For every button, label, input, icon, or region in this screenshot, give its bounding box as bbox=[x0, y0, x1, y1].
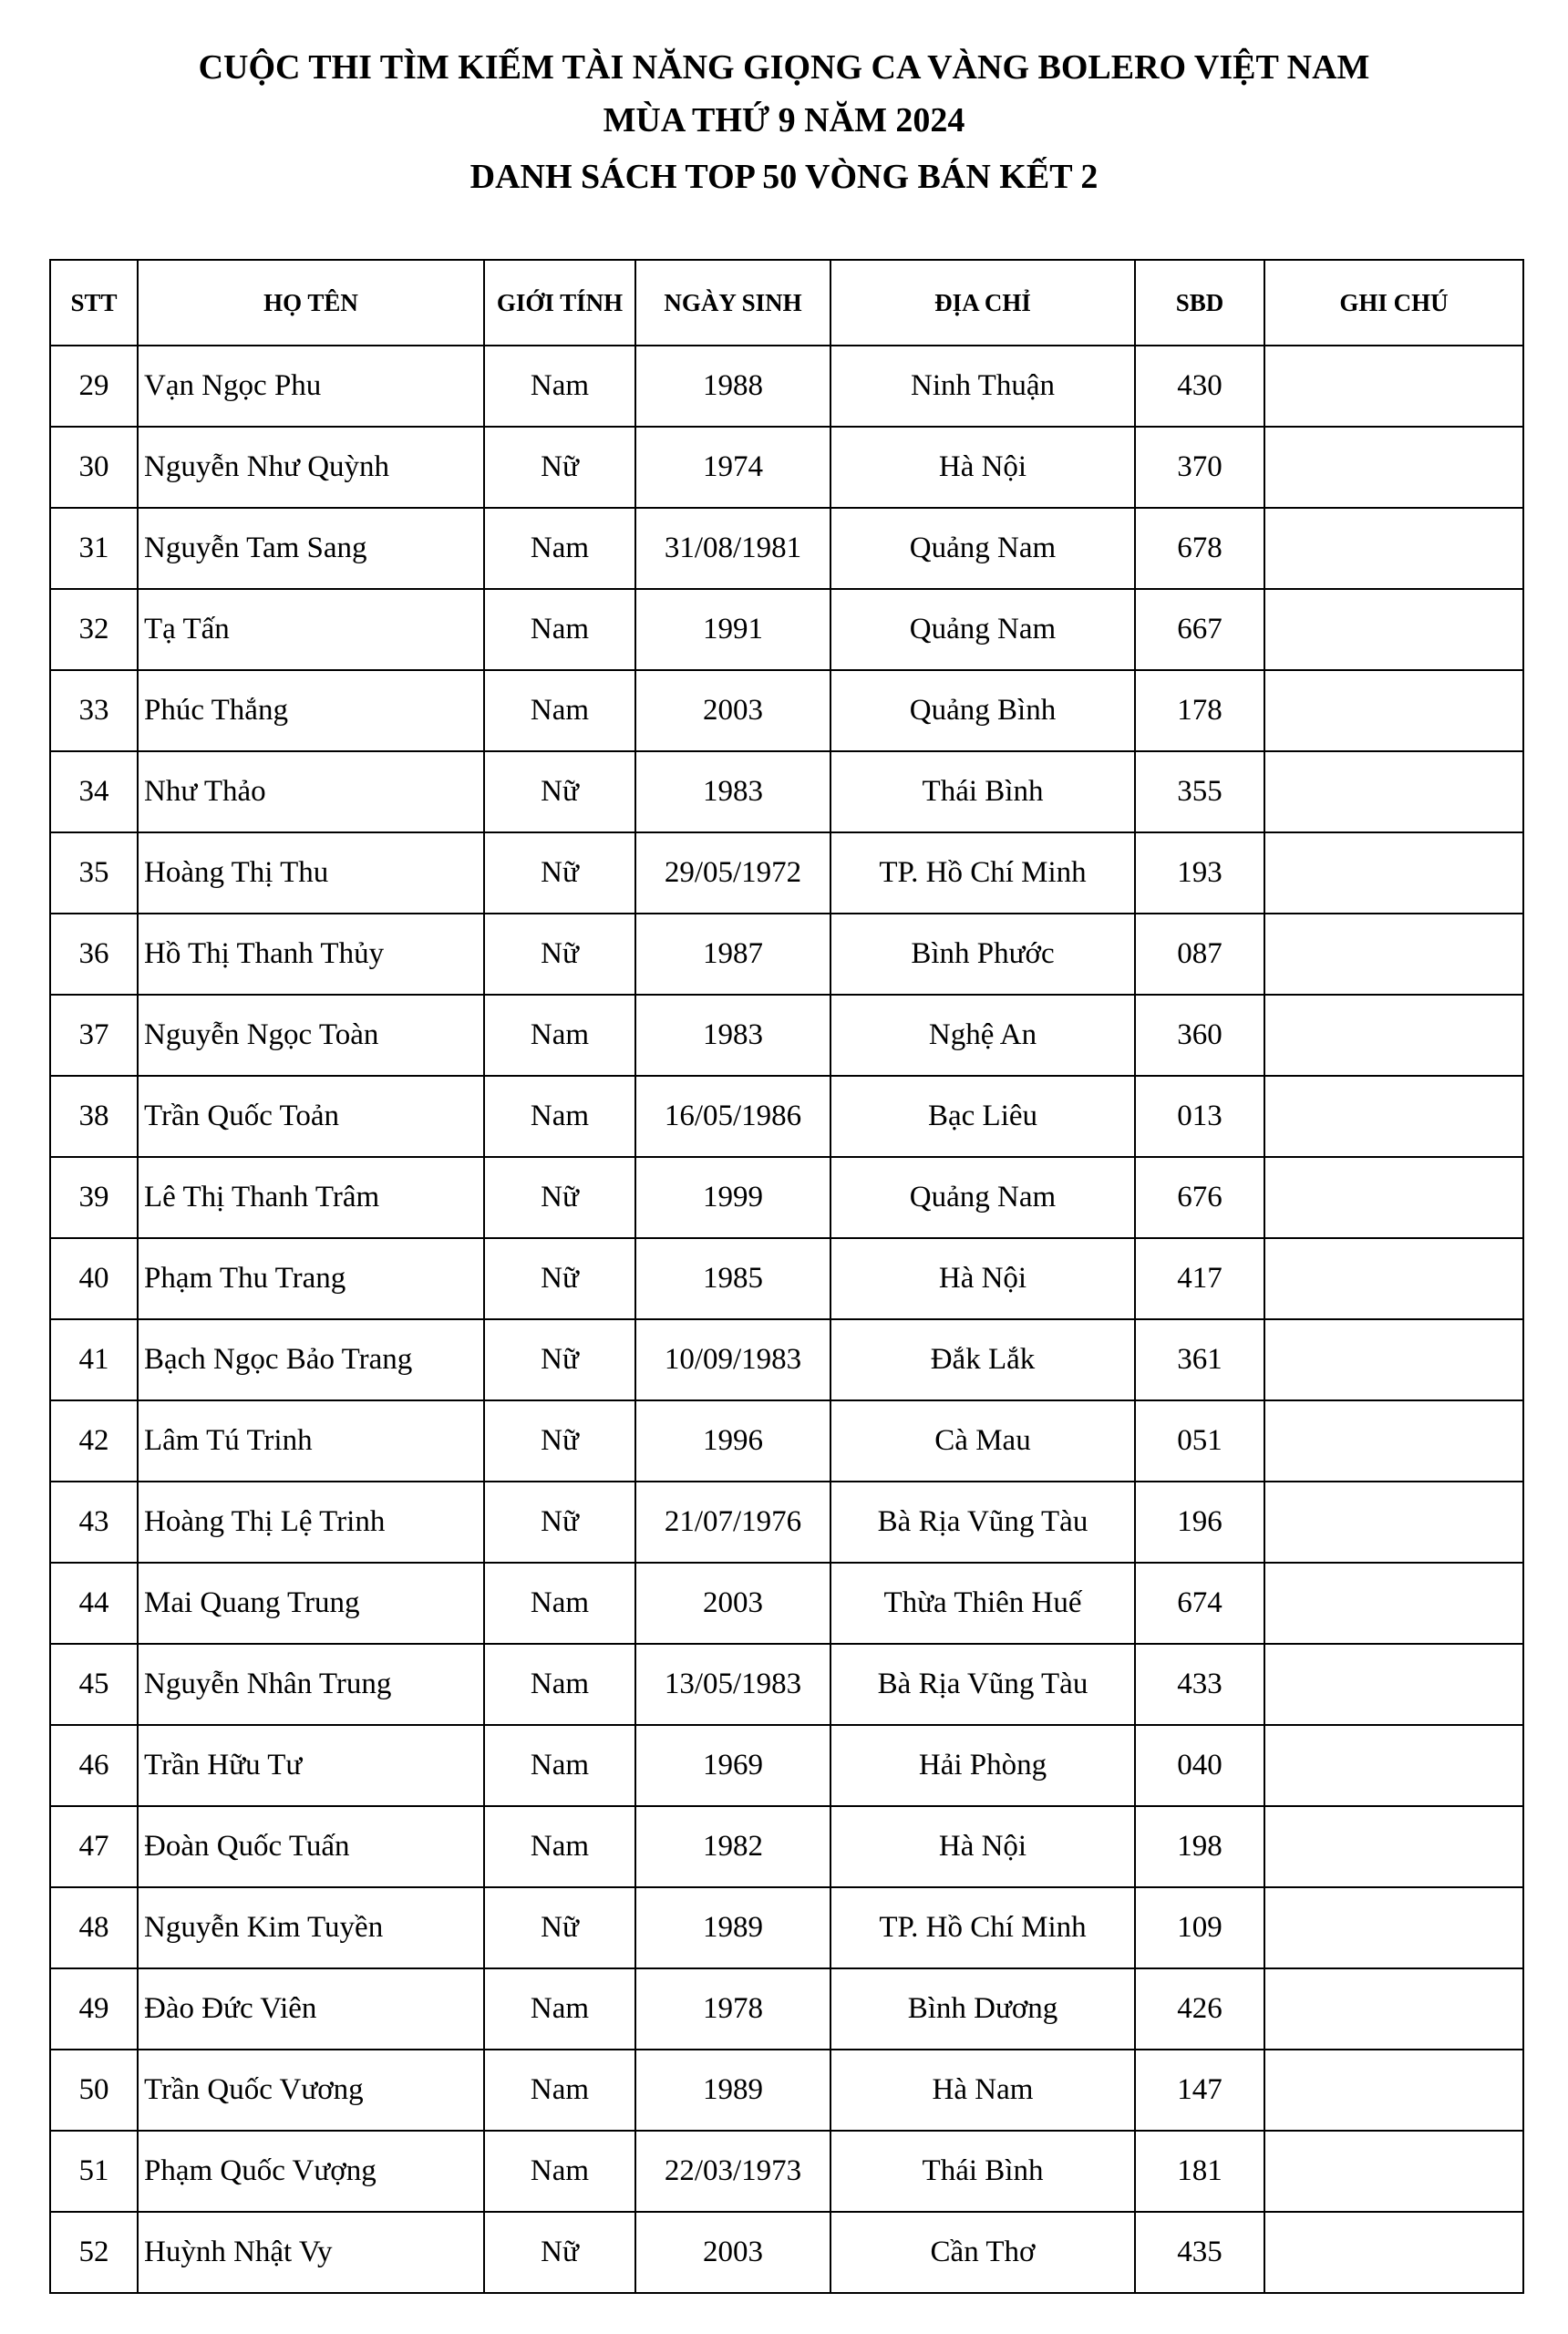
cell-stt: 45 bbox=[50, 1644, 138, 1725]
table-row bbox=[50, 1482, 1523, 1563]
table-row bbox=[50, 346, 1523, 427]
cell-stt: 30 bbox=[50, 427, 138, 508]
cell-address: Nghệ An bbox=[830, 995, 1135, 1076]
cell-sbd: 678 bbox=[1135, 508, 1264, 589]
cell-note bbox=[1264, 1887, 1523, 1968]
cell-note bbox=[1264, 346, 1523, 427]
cell-dob: 10/09/1983 bbox=[635, 1319, 830, 1400]
cell-name: Hoàng Thị Thu bbox=[138, 832, 484, 914]
cell-sbd: 676 bbox=[1135, 1157, 1264, 1238]
cell-sbd: 109 bbox=[1135, 1887, 1264, 1968]
cell-sbd: 435 bbox=[1135, 2212, 1264, 2293]
cell-address: Thái Bình bbox=[830, 2131, 1135, 2212]
cell-sbd: 355 bbox=[1135, 751, 1264, 832]
cell-dob: 22/03/1973 bbox=[635, 2131, 830, 2212]
cell-dob: 29/05/1972 bbox=[635, 832, 830, 914]
cell-stt: 33 bbox=[50, 670, 138, 751]
column-header-name: HỌ TÊN bbox=[138, 260, 484, 346]
list-title: DANH SÁCH TOP 50 VÒNG BÁN KẾT 2 bbox=[469, 158, 1099, 196]
cell-address: Hà Nội bbox=[830, 1806, 1135, 1887]
cell-dob: 1969 bbox=[635, 1725, 830, 1806]
cell-dob: 1987 bbox=[635, 914, 830, 995]
cell-sbd: 674 bbox=[1135, 1563, 1264, 1644]
cell-gender: Nam bbox=[484, 2131, 635, 2212]
cell-gender: Nam bbox=[484, 2050, 635, 2131]
cell-stt: 32 bbox=[50, 589, 138, 670]
cell-name: Phạm Thu Trang bbox=[138, 1238, 484, 1319]
table-row bbox=[50, 427, 1523, 508]
cell-dob: 16/05/1986 bbox=[635, 1076, 830, 1157]
column-header-address: ĐỊA CHỈ bbox=[830, 260, 1135, 346]
cell-gender: Nữ bbox=[484, 1400, 635, 1482]
cell-name: Mai Quang Trung bbox=[138, 1563, 484, 1644]
cell-name: Hoàng Thị Lệ Trinh bbox=[138, 1482, 484, 1563]
cell-sbd: 417 bbox=[1135, 1238, 1264, 1319]
table-row bbox=[50, 1238, 1523, 1319]
table-row bbox=[50, 1400, 1523, 1482]
cell-name: Đào Đức Viên bbox=[138, 1968, 484, 2050]
cell-address: TP. Hồ Chí Minh bbox=[830, 832, 1135, 914]
cell-address: Hà Nam bbox=[830, 2050, 1135, 2131]
column-header-gender: GIỚI TÍNH bbox=[484, 260, 635, 346]
table-row bbox=[50, 751, 1523, 832]
cell-stt: 49 bbox=[50, 1968, 138, 2050]
cell-note bbox=[1264, 1806, 1523, 1887]
cell-note bbox=[1264, 2131, 1523, 2212]
cell-dob: 1996 bbox=[635, 1400, 830, 1482]
cell-dob: 1974 bbox=[635, 427, 830, 508]
table-row bbox=[50, 508, 1523, 589]
cell-note bbox=[1264, 2050, 1523, 2131]
cell-name: Vạn Ngọc Phu bbox=[138, 346, 484, 427]
cell-name: Nguyễn Kim Tuyền bbox=[138, 1887, 484, 1968]
cell-address: Cà Mau bbox=[830, 1400, 1135, 1482]
cell-stt: 46 bbox=[50, 1725, 138, 1806]
cell-address: Thái Bình bbox=[830, 751, 1135, 832]
cell-name: Huỳnh Nhật Vy bbox=[138, 2212, 484, 2293]
cell-name: Đoàn Quốc Tuấn bbox=[138, 1806, 484, 1887]
cell-stt: 31 bbox=[50, 508, 138, 589]
cell-dob: 1989 bbox=[635, 1887, 830, 1968]
cell-dob: 1989 bbox=[635, 2050, 830, 2131]
table-body bbox=[50, 346, 1523, 2293]
cell-gender: Nam bbox=[484, 1806, 635, 1887]
cell-note bbox=[1264, 2212, 1523, 2293]
cell-sbd: 147 bbox=[1135, 2050, 1264, 2131]
cell-sbd: 193 bbox=[1135, 832, 1264, 914]
cell-note bbox=[1264, 832, 1523, 914]
table-row bbox=[50, 832, 1523, 914]
column-header-stt: STT bbox=[50, 260, 138, 346]
cell-sbd: 433 bbox=[1135, 1644, 1264, 1725]
cell-stt: 41 bbox=[50, 1319, 138, 1400]
table-row bbox=[50, 589, 1523, 670]
cell-note bbox=[1264, 508, 1523, 589]
cell-gender: Nam bbox=[484, 1076, 635, 1157]
cell-dob: 31/08/1981 bbox=[635, 508, 830, 589]
cell-address: Quảng Nam bbox=[830, 508, 1135, 589]
cell-gender: Nam bbox=[484, 589, 635, 670]
cell-name: Trần Quốc Toản bbox=[138, 1076, 484, 1157]
table-row bbox=[50, 995, 1523, 1076]
table-row bbox=[50, 1887, 1523, 1968]
cell-address: Quảng Nam bbox=[830, 589, 1135, 670]
cell-gender: Nam bbox=[484, 670, 635, 751]
cell-stt: 38 bbox=[50, 1076, 138, 1157]
cell-note bbox=[1264, 751, 1523, 832]
cell-address: Quảng Bình bbox=[830, 670, 1135, 751]
table-row bbox=[50, 914, 1523, 995]
cell-note bbox=[1264, 1400, 1523, 1482]
cell-dob: 21/07/1976 bbox=[635, 1482, 830, 1563]
cell-note bbox=[1264, 1644, 1523, 1725]
cell-gender: Nam bbox=[484, 1563, 635, 1644]
cell-gender: Nam bbox=[484, 1968, 635, 2050]
cell-dob: 1983 bbox=[635, 995, 830, 1076]
cell-gender: Nữ bbox=[484, 751, 635, 832]
cell-name: Nguyễn Ngọc Toàn bbox=[138, 995, 484, 1076]
cell-note bbox=[1264, 1482, 1523, 1563]
cell-name: Như Thảo bbox=[138, 751, 484, 832]
cell-address: Bạc Liêu bbox=[830, 1076, 1135, 1157]
cell-note bbox=[1264, 1157, 1523, 1238]
cell-sbd: 181 bbox=[1135, 2131, 1264, 2212]
season-title: MÙA THỨ 9 NĂM 2024 bbox=[603, 101, 965, 139]
table-row bbox=[50, 2212, 1523, 2293]
cell-stt: 44 bbox=[50, 1563, 138, 1644]
cell-note bbox=[1264, 1563, 1523, 1644]
cell-sbd: 430 bbox=[1135, 346, 1264, 427]
cell-address: Bình Dương bbox=[830, 1968, 1135, 2050]
cell-name: Lâm Tú Trinh bbox=[138, 1400, 484, 1482]
cell-gender: Nữ bbox=[484, 1319, 635, 1400]
cell-dob: 13/05/1983 bbox=[635, 1644, 830, 1725]
contestant-table bbox=[49, 259, 1524, 2294]
cell-stt: 34 bbox=[50, 751, 138, 832]
cell-dob: 2003 bbox=[635, 2212, 830, 2293]
cell-address: Đắk Lắk bbox=[830, 1319, 1135, 1400]
cell-dob: 1983 bbox=[635, 751, 830, 832]
cell-note bbox=[1264, 589, 1523, 670]
cell-note bbox=[1264, 995, 1523, 1076]
cell-gender: Nữ bbox=[484, 832, 635, 914]
cell-sbd: 051 bbox=[1135, 1400, 1264, 1482]
table-row bbox=[50, 1725, 1523, 1806]
cell-sbd: 196 bbox=[1135, 1482, 1264, 1563]
cell-dob: 1982 bbox=[635, 1806, 830, 1887]
cell-address: Quảng Nam bbox=[830, 1157, 1135, 1238]
cell-name: Hồ Thị Thanh Thủy bbox=[138, 914, 484, 995]
cell-stt: 51 bbox=[50, 2131, 138, 2212]
cell-dob: 1985 bbox=[635, 1238, 830, 1319]
cell-stt: 42 bbox=[50, 1400, 138, 1482]
cell-name: Phạm Quốc Vượng bbox=[138, 2131, 484, 2212]
cell-sbd: 426 bbox=[1135, 1968, 1264, 2050]
table-row bbox=[50, 670, 1523, 751]
cell-address: Bà Rịa Vũng Tàu bbox=[830, 1482, 1135, 1563]
cell-sbd: 198 bbox=[1135, 1806, 1264, 1887]
cell-gender: Nam bbox=[484, 1725, 635, 1806]
cell-dob: 1991 bbox=[635, 589, 830, 670]
cell-dob: 2003 bbox=[635, 1563, 830, 1644]
cell-name: Bạch Ngọc Bảo Trang bbox=[138, 1319, 484, 1400]
cell-sbd: 013 bbox=[1135, 1076, 1264, 1157]
table-row bbox=[50, 2050, 1523, 2131]
table-header-row bbox=[50, 260, 1523, 346]
cell-dob: 2003 bbox=[635, 670, 830, 751]
cell-stt: 43 bbox=[50, 1482, 138, 1563]
cell-sbd: 370 bbox=[1135, 427, 1264, 508]
cell-note bbox=[1264, 1319, 1523, 1400]
cell-stt: 37 bbox=[50, 995, 138, 1076]
cell-sbd: 087 bbox=[1135, 914, 1264, 995]
table-row bbox=[50, 1319, 1523, 1400]
cell-sbd: 040 bbox=[1135, 1725, 1264, 1806]
cell-gender: Nam bbox=[484, 1644, 635, 1725]
cell-note bbox=[1264, 914, 1523, 995]
cell-gender: Nữ bbox=[484, 1482, 635, 1563]
cell-name: Trần Hữu Tư bbox=[138, 1725, 484, 1806]
table-row bbox=[50, 1644, 1523, 1725]
cell-gender: Nữ bbox=[484, 1238, 635, 1319]
cell-name: Nguyễn Nhân Trung bbox=[138, 1644, 484, 1725]
cell-address: TP. Hồ Chí Minh bbox=[830, 1887, 1135, 1968]
cell-gender: Nam bbox=[484, 995, 635, 1076]
cell-stt: 36 bbox=[50, 914, 138, 995]
cell-name: Trần Quốc Vương bbox=[138, 2050, 484, 2131]
cell-stt: 40 bbox=[50, 1238, 138, 1319]
table-row bbox=[50, 1157, 1523, 1238]
cell-stt: 48 bbox=[50, 1887, 138, 1968]
cell-dob: 1988 bbox=[635, 346, 830, 427]
table-row bbox=[50, 1076, 1523, 1157]
cell-stt: 50 bbox=[50, 2050, 138, 2131]
column-header-dob: NGÀY SINH bbox=[635, 260, 830, 346]
cell-address: Hà Nội bbox=[830, 427, 1135, 508]
cell-address: Hà Nội bbox=[830, 1238, 1135, 1319]
cell-note bbox=[1264, 670, 1523, 751]
cell-name: Nguyễn Tam Sang bbox=[138, 508, 484, 589]
contest-title: CUỘC THI TÌM KIẾM TÀI NĂNG GIỌNG CA VÀNG BOLERO VIỆT NAM bbox=[198, 48, 1370, 87]
cell-address: Hải Phòng bbox=[830, 1725, 1135, 1806]
cell-note bbox=[1264, 1238, 1523, 1319]
cell-name: Phúc Thắng bbox=[138, 670, 484, 751]
cell-address: Cần Thơ bbox=[830, 2212, 1135, 2293]
cell-gender: Nữ bbox=[484, 1157, 635, 1238]
document-header bbox=[0, 44, 1568, 201]
table-row bbox=[50, 1968, 1523, 2050]
cell-sbd: 667 bbox=[1135, 589, 1264, 670]
cell-gender: Nữ bbox=[484, 2212, 635, 2293]
cell-sbd: 361 bbox=[1135, 1319, 1264, 1400]
cell-stt: 29 bbox=[50, 346, 138, 427]
cell-address: Bình Phước bbox=[830, 914, 1135, 995]
cell-note bbox=[1264, 1076, 1523, 1157]
cell-dob: 1978 bbox=[635, 1968, 830, 2050]
cell-stt: 47 bbox=[50, 1806, 138, 1887]
cell-note bbox=[1264, 1725, 1523, 1806]
cell-name: Tạ Tấn bbox=[138, 589, 484, 670]
cell-note bbox=[1264, 427, 1523, 508]
cell-name: Lê Thị Thanh Trâm bbox=[138, 1157, 484, 1238]
cell-gender: Nữ bbox=[484, 914, 635, 995]
cell-dob: 1999 bbox=[635, 1157, 830, 1238]
cell-address: Bà Rịa Vũng Tàu bbox=[830, 1644, 1135, 1725]
cell-address: Thừa Thiên Huế bbox=[830, 1563, 1135, 1644]
cell-name: Nguyễn Như Quỳnh bbox=[138, 427, 484, 508]
cell-note bbox=[1264, 1968, 1523, 2050]
cell-sbd: 178 bbox=[1135, 670, 1264, 751]
cell-gender: Nữ bbox=[484, 427, 635, 508]
cell-stt: 35 bbox=[50, 832, 138, 914]
table-row bbox=[50, 1563, 1523, 1644]
cell-gender: Nữ bbox=[484, 1887, 635, 1968]
table-row bbox=[50, 2131, 1523, 2212]
table-row bbox=[50, 1806, 1523, 1887]
cell-stt: 52 bbox=[50, 2212, 138, 2293]
cell-gender: Nam bbox=[484, 508, 635, 589]
cell-stt: 39 bbox=[50, 1157, 138, 1238]
cell-address: Ninh Thuận bbox=[830, 346, 1135, 427]
column-header-note: GHI CHÚ bbox=[1264, 260, 1523, 346]
column-header-sbd: SBD bbox=[1135, 260, 1264, 346]
cell-sbd: 360 bbox=[1135, 995, 1264, 1076]
cell-gender: Nam bbox=[484, 346, 635, 427]
